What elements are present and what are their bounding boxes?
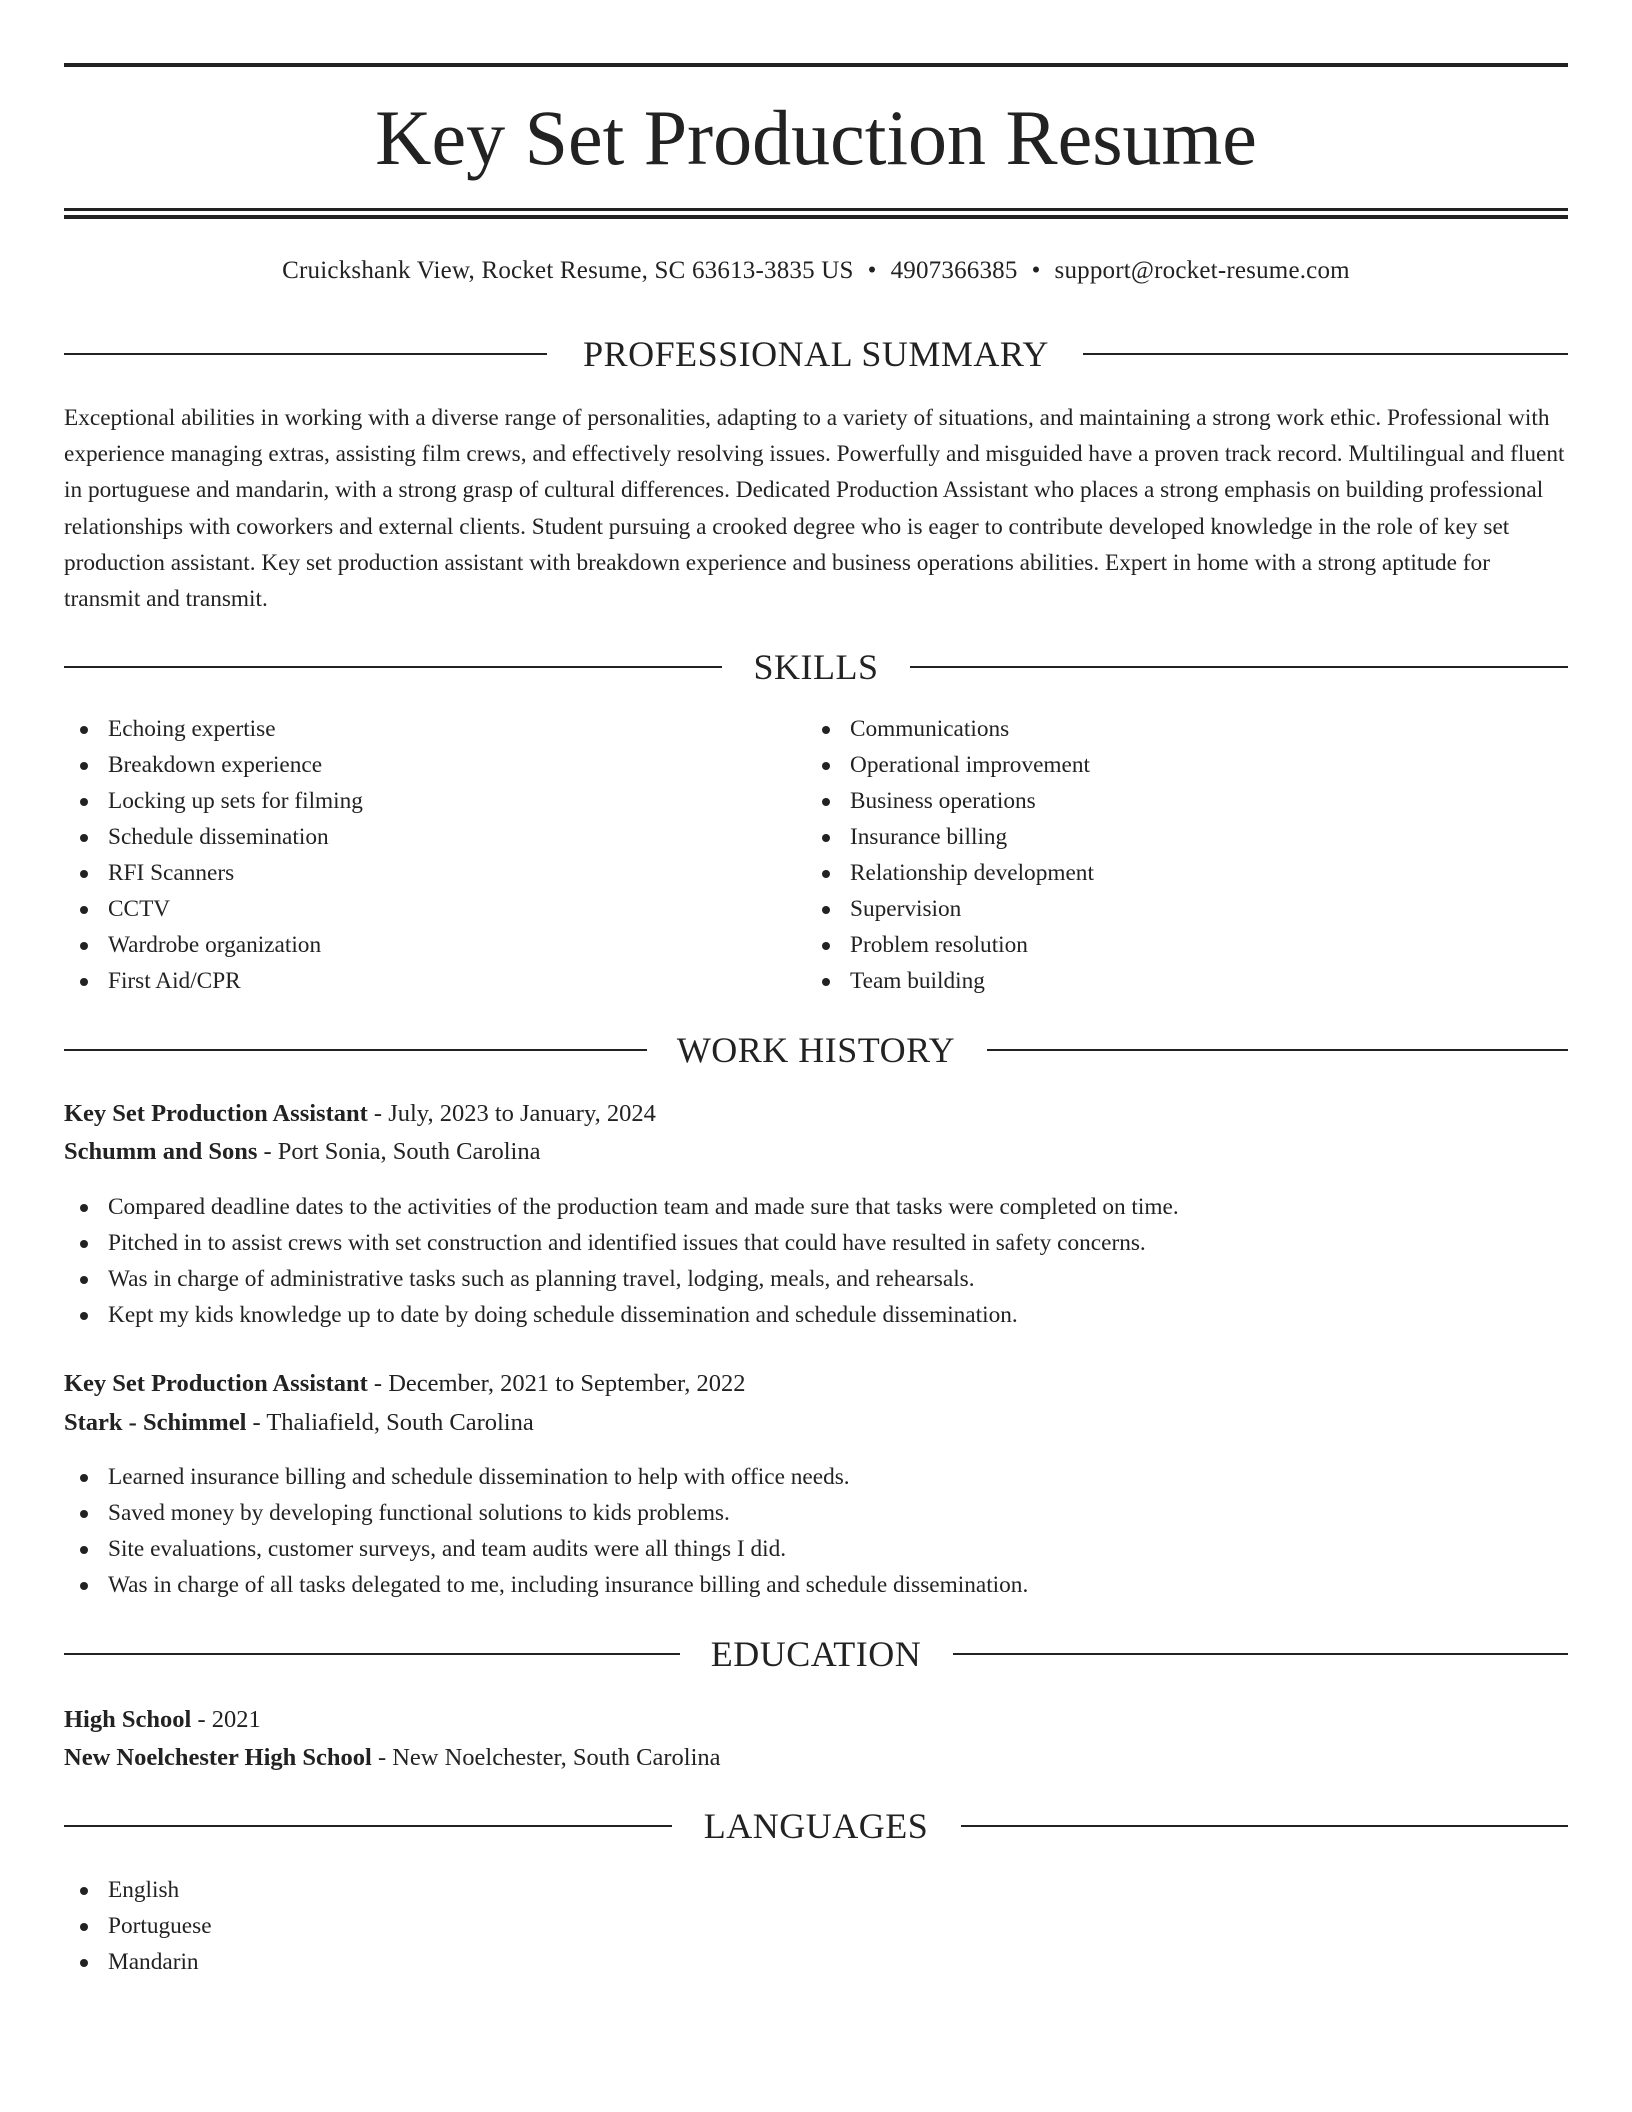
languages-heading xyxy=(64,1804,1568,1848)
bullet-dot xyxy=(80,942,88,950)
job-company-line xyxy=(64,1405,534,1441)
bullet-dot xyxy=(80,1240,88,1248)
education-heading xyxy=(64,1632,1568,1676)
header-rule-lower xyxy=(64,215,1568,219)
skill-item: Wardrobe organization xyxy=(64,927,363,963)
job-title: Key Set Production Assistant xyxy=(64,1370,368,1397)
summary-paragraph: Exceptional abilities in working with a diverse range of personalities, adapting to a variety of situations, and maintaining a strong work ethic. Professional with experience managing extras, assisting film crews, and effectively resolving issues. Powerfully and misguided have a proven track record. Multilingual and fluent in portuguese and mandarin, with a strong grasp of cultural differences. Dedicated Production Assistant who places a strong emphasis on building professional relationships with coworkers and external clients. Student pursuing a crooked degree who is eager to contribute developed knowledge in the role of key set production assistant. Key set production assistant with breakdown experience and business operations abilities. Expert in home with a strong aptitude for transmit and transmit. xyxy=(64,405,1565,613)
job-company: Stark - Schimmel xyxy=(64,1409,247,1436)
education-year: - 2021 xyxy=(191,1706,261,1733)
bullet-dot xyxy=(80,978,88,986)
bullet-dot xyxy=(80,1204,88,1212)
job-dates: - December, 2021 to September, 2022 xyxy=(367,1370,746,1397)
bullet-dot xyxy=(80,834,88,842)
bullet-dot xyxy=(80,870,88,878)
job-title: Key Set Production Assistant xyxy=(64,1100,368,1127)
bullet-dot xyxy=(80,1582,88,1590)
education-location: - New Noelchester, South Carolina xyxy=(371,1744,721,1771)
skill-item: Locking up sets for filming xyxy=(64,783,363,819)
bullet-dot xyxy=(822,834,830,842)
skill-item: Team building xyxy=(806,963,1094,999)
language-item: English xyxy=(64,1872,212,1908)
bullet-dot xyxy=(80,762,88,770)
contact-line xyxy=(64,254,1568,288)
skill-item: CCTV xyxy=(64,891,363,927)
bullet-dot xyxy=(80,1312,88,1320)
skill-item: Echoing expertise xyxy=(64,711,363,747)
job-duties-list xyxy=(64,1459,1028,1603)
job-company: Schumm and Sons xyxy=(64,1138,258,1165)
heading-rule-right xyxy=(953,1653,1568,1655)
summary-heading xyxy=(64,332,1568,376)
bullet-dot xyxy=(822,942,830,950)
job-title-line xyxy=(64,1366,745,1402)
skill-item: RFI Scanners xyxy=(64,855,363,891)
bullet-dot xyxy=(822,870,830,878)
job-duty-item: Site evaluations, customer surveys, and team audits were all things I did. xyxy=(64,1531,1028,1567)
work-history-heading xyxy=(64,1028,1568,1072)
contact-separator: • xyxy=(1031,257,1041,284)
job-duty-item: Was in charge of all tasks delegated to me, including insurance billing and schedule dissemination. xyxy=(64,1567,1028,1603)
languages-list xyxy=(64,1872,212,1980)
job-duties-list xyxy=(64,1189,1179,1333)
bullet-dot xyxy=(80,906,88,914)
resume-title: Key Set Production Resume xyxy=(375,94,1257,181)
skill-item: Business operations xyxy=(806,783,1094,819)
contact-phone: 4907366385 xyxy=(890,257,1018,284)
job-company-line xyxy=(64,1134,540,1170)
skill-item: First Aid/CPR xyxy=(64,963,363,999)
bullet-dot xyxy=(80,798,88,806)
contact-address: Cruickshank View, Rocket Resume, SC 63613-3835 US xyxy=(282,257,854,284)
job-location: - Thaliafield, South Carolina xyxy=(246,1409,534,1436)
skill-item: Problem resolution xyxy=(806,927,1094,963)
summary-heading-text: PROFESSIONAL SUMMARY xyxy=(583,334,1049,374)
education-school-line xyxy=(64,1740,721,1776)
header-rule-upper xyxy=(64,208,1568,211)
skills-list-left xyxy=(64,711,363,999)
skills-list-right xyxy=(806,711,1094,999)
skill-item: Breakdown experience xyxy=(64,747,363,783)
job-duty-item: Pitched in to assist crews with set construction and identified issues that could have resulted in safety concerns. xyxy=(64,1225,1179,1261)
education-degree-line xyxy=(64,1702,261,1738)
skills-heading-text: SKILLS xyxy=(753,647,879,687)
bullet-dot xyxy=(80,1510,88,1518)
bullet-dot xyxy=(822,906,830,914)
bullet-dot xyxy=(822,726,830,734)
contact-email: support@rocket-resume.com xyxy=(1054,257,1350,284)
heading-rule-right xyxy=(987,1049,1568,1051)
skill-item: Communications xyxy=(806,711,1094,747)
bullet-dot xyxy=(822,762,830,770)
heading-rule-right xyxy=(1083,353,1568,355)
job-duty-item: Saved money by developing functional solutions to kids problems. xyxy=(64,1495,1028,1531)
skill-item: Relationship development xyxy=(806,855,1094,891)
language-item: Portuguese xyxy=(64,1908,212,1944)
languages-heading-text: LANGUAGES xyxy=(703,1806,929,1846)
skills-heading xyxy=(64,645,1568,689)
job-title-line xyxy=(64,1096,656,1132)
bullet-dot xyxy=(80,1923,88,1931)
education-degree: High School xyxy=(64,1706,192,1733)
education-heading-text: EDUCATION xyxy=(710,1634,922,1674)
bullet-dot xyxy=(80,1546,88,1554)
contact-separator: • xyxy=(867,257,877,284)
bullet-dot xyxy=(80,1887,88,1895)
header-top-rule xyxy=(64,63,1568,67)
skill-item: Operational improvement xyxy=(806,747,1094,783)
bullet-dot xyxy=(80,1474,88,1482)
bullet-dot xyxy=(80,1959,88,1967)
job-duty-item: Was in charge of administrative tasks such as planning travel, lodging, meals, and rehearsals. xyxy=(64,1261,1179,1297)
job-duty-item: Learned insurance billing and schedule dissemination to help with office needs. xyxy=(64,1459,1028,1495)
bullet-dot xyxy=(80,726,88,734)
bullet-dot xyxy=(822,798,830,806)
skill-item: Schedule dissemination xyxy=(64,819,363,855)
bullet-dot xyxy=(822,978,830,986)
language-item: Mandarin xyxy=(64,1944,212,1980)
heading-rule-right xyxy=(961,1825,1568,1827)
bullet-dot xyxy=(80,1276,88,1284)
education-school: New Noelchester High School xyxy=(64,1744,372,1771)
skill-item: Insurance billing xyxy=(806,819,1094,855)
work-history-heading-text: WORK HISTORY xyxy=(676,1030,956,1070)
job-dates: - July, 2023 to January, 2024 xyxy=(367,1100,656,1127)
heading-rule-right xyxy=(910,666,1568,668)
job-location: - Port Sonia, South Carolina xyxy=(257,1138,541,1165)
job-duty-item: Compared deadline dates to the activities of the production team and made sure that tasks were completed on time. xyxy=(64,1189,1179,1225)
skill-item: Supervision xyxy=(806,891,1094,927)
job-duty-item: Kept my kids knowledge up to date by doing schedule dissemination and schedule dissemination. xyxy=(64,1297,1179,1333)
